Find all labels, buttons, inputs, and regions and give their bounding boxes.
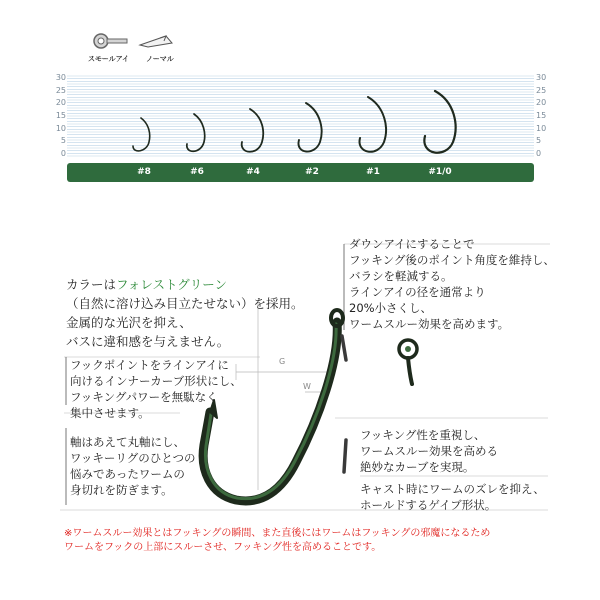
hook-size-samples: [67, 74, 534, 160]
scale-tick: 15: [536, 111, 547, 120]
scale-tick: 5: [536, 136, 542, 145]
scale-tick: 10: [55, 124, 66, 133]
scale-tick: 25: [55, 86, 66, 95]
hook-size-label: #1/0: [428, 167, 452, 177]
scale-tick: 30: [536, 73, 547, 82]
hook-size-8-icon: [133, 118, 150, 151]
hook-size-6-icon: [187, 114, 205, 151]
hook-size-4-icon: [242, 109, 264, 152]
hook-size-label: #2: [305, 167, 319, 177]
small-eye-icon: [91, 31, 131, 51]
hook-size-1-icon: [360, 97, 386, 152]
hooking-description: フッキング性を重視し、 ワームスルー効果を高める 絶妙なカーブを実現。: [360, 428, 498, 474]
point-description: フックポイントをラインアイに 向けるインナーカーブ形状にし、 フッキングパワーを無駄なく 集中させます。: [70, 358, 242, 420]
dimension-w-label: W: [303, 382, 311, 391]
scale-tick: 0: [60, 149, 66, 158]
dimension-g-label: G: [279, 357, 286, 366]
scale-tick: 20: [536, 98, 547, 107]
hook-size-label: #6: [190, 167, 204, 177]
gape-description: キャスト時にワームのズレを抑え、 ホールドするゲイブ形状。: [360, 482, 545, 512]
line-eye-detail-icon: [399, 340, 417, 384]
scale-tick: 30: [55, 73, 66, 82]
scale-tick: 0: [536, 149, 542, 158]
shank-description: 軸はあえて丸軸にし、 ワッキーリグのひとつの 悩みであったワームの 身切れを防ぎます。: [70, 435, 196, 497]
worm-through-footnote: ※ワームスルー効果とはフッキングの瞬間、また直後にはワームはフッキングの邪魔になるため ワームをフックの上部にスルーさせ、フッキング性を高めることです。: [64, 528, 491, 553]
hook-size-label: #4: [246, 167, 260, 177]
down-eye-description: ダウンアイにすることで フッキング後のポイント角度を維持し、 バラシを軽減する。 ラインアイの径を通常より 20%小さくし、 ワームスルー効果を高めます。: [349, 237, 555, 331]
hook-size-2-icon: [298, 103, 321, 152]
scale-tick: 5: [60, 136, 66, 145]
scale-tick: 25: [536, 86, 547, 95]
hook-size-label: #1: [366, 167, 380, 177]
scale-tick: 15: [55, 111, 66, 120]
scale-tick: 20: [55, 98, 66, 107]
color-description: カラーはフォレストグリーン （自然に溶け込み目立たせない）を採用。 金属的な光沢を抑え、 バスに違和感を与えません。: [66, 277, 304, 349]
hook-size-label: #8: [137, 167, 151, 177]
normal-eye-icon: [136, 33, 176, 49]
hook-size-1-0-icon: [424, 91, 455, 153]
normal-eye-label: ノーマル: [146, 55, 174, 63]
small-eye-label: スモールアイ: [88, 55, 129, 63]
hook-size-bar: [67, 163, 534, 182]
scale-tick: 10: [536, 124, 547, 133]
forest-green-highlight: フォレストグリーン: [116, 277, 228, 292]
